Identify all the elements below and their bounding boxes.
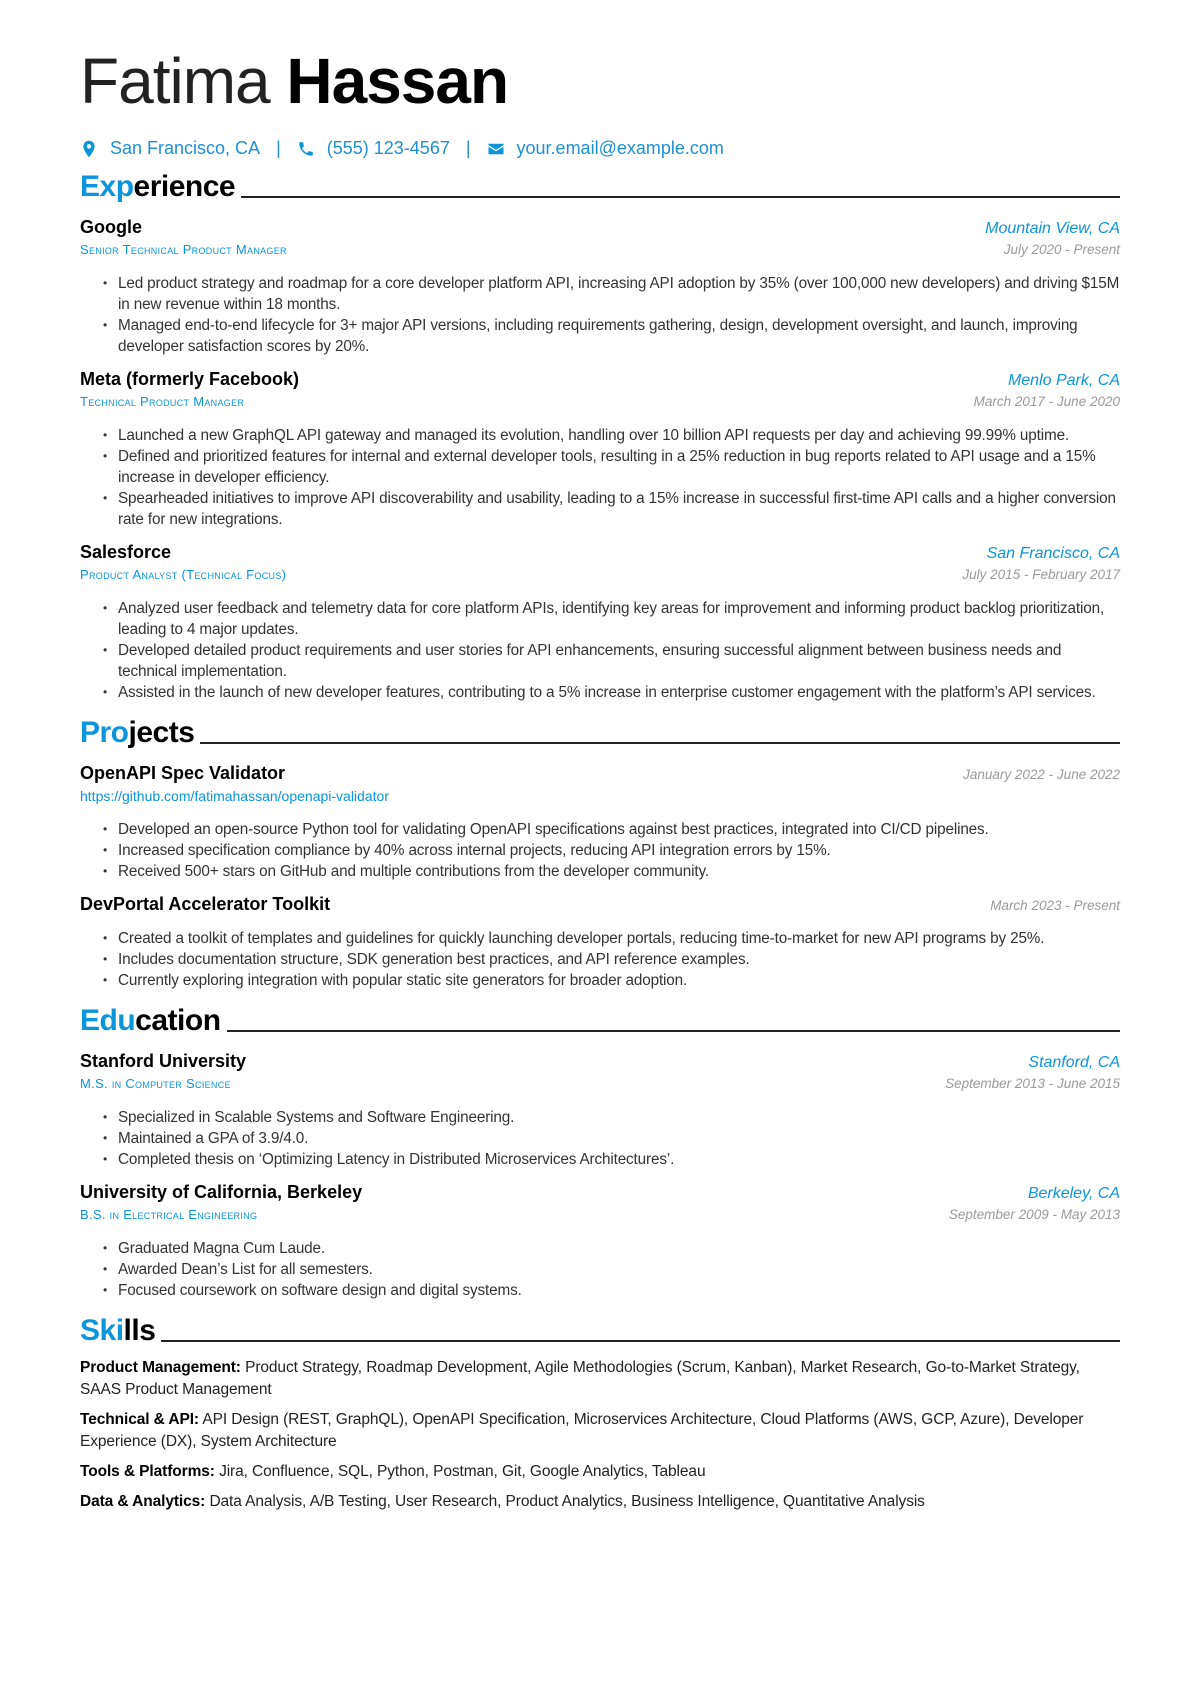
list-item: • Managed end-to-end lifecycle for 3+ major API versions, including requirements gathering, design, development oversight, and launch, improving developer satisfaction scores by 20%. bbox=[118, 315, 1120, 357]
candidate-name: Fatima Hassan bbox=[80, 45, 509, 117]
date-range: January 2022 - June 2022 bbox=[963, 767, 1120, 782]
phone[interactable]: (555) 123-4567 bbox=[326, 138, 450, 158]
entry-subheader-row bbox=[80, 1073, 1120, 1095]
role-title: Senior Technical Product Manager bbox=[80, 242, 287, 257]
skill-row bbox=[80, 1409, 1120, 1453]
organization: Google bbox=[80, 217, 142, 237]
skill-label: Tools & Platforms: bbox=[80, 1463, 215, 1480]
project-link[interactable]: https://github.com/fatimahassan/openapi-validator bbox=[80, 788, 389, 804]
entry-header-row bbox=[80, 1049, 1120, 1073]
list-item: • Graduated Magna Cum Laude. bbox=[118, 1238, 1120, 1259]
list-item: • Launched a new GraphQL API gateway and managed its evolution, handling over 10 billion API requests per day and achieving 99.99% uptime. bbox=[118, 425, 1120, 446]
list-item: • Analyzed user feedback and telemetry data for core platform APIs, identifying key areas for improvement and informing product backlog prioritization, leading to 4 major updates. bbox=[118, 598, 1120, 640]
list-item: • Developed detailed product requirements and user stories for API enhancements, ensuring successful alignment between business needs and technical implementation. bbox=[118, 640, 1120, 682]
list-item: • Received 500+ stars on GitHub and multiple contributions from the developer community. bbox=[118, 861, 1120, 882]
entry bbox=[80, 540, 1120, 703]
contact-line bbox=[80, 138, 1120, 159]
section-title: Projects bbox=[80, 716, 195, 749]
section-education bbox=[80, 1003, 1120, 1039]
skill-row bbox=[80, 1491, 1120, 1513]
role-title: M.S. in Computer Science bbox=[80, 1076, 231, 1091]
list-item: • Led product strategy and roadmap for a core developer platform API, increasing API adoption by 35% (over 100,000 new developers) and driving $15M in new revenue within 18 months. bbox=[118, 273, 1120, 315]
section-title: Education bbox=[80, 1004, 221, 1037]
entry-header-row bbox=[80, 540, 1120, 564]
separator: | bbox=[276, 138, 281, 158]
bullet-list bbox=[118, 928, 1120, 991]
location: Berkeley, CA bbox=[1027, 1185, 1120, 1202]
section-rule bbox=[227, 1030, 1120, 1032]
skill-value: Jira, Confluence, SQL, Python, Postman, Git, Google Analytics, Tableau bbox=[219, 1463, 706, 1480]
organization: Meta (formerly Facebook) bbox=[80, 369, 300, 389]
section-title: Skills bbox=[80, 1314, 156, 1347]
skill-value: API Design (REST, GraphQL), OpenAPI Specification, Microservices Architecture, Cloud Platforms (AWS, GCP, Azure), Developer Experience (DX), System Architecture bbox=[80, 1411, 1084, 1450]
list-item: • Created a toolkit of templates and guidelines for quickly launching developer portals, reducing time-to-market for new API programs by 25%. bbox=[118, 928, 1120, 949]
location: San Francisco, CA bbox=[986, 545, 1120, 562]
list-item: • Increased specification compliance by 40% across internal projects, reducing API integration errors by 15%. bbox=[118, 840, 1120, 861]
bullet-list bbox=[118, 1107, 1120, 1170]
skill-row bbox=[80, 1357, 1120, 1401]
project-entry bbox=[80, 761, 1120, 882]
location: San Francisco, CA bbox=[110, 138, 261, 158]
list-item: • Maintained a GPA of 3.9/4.0. bbox=[118, 1128, 1120, 1149]
skill-label: Technical & API: bbox=[80, 1411, 199, 1428]
list-item: • Includes documentation structure, SDK generation best practices, and API reference examples. bbox=[118, 949, 1120, 970]
date-range: September 2009 - May 2013 bbox=[948, 1207, 1120, 1222]
project-entry bbox=[80, 892, 1120, 991]
list-item: • Assisted in the launch of new developer features, contributing to a 5% increase in enterprise customer engagement with the platform’s API services. bbox=[118, 682, 1120, 703]
list-item: • Completed thesis on ‘Optimizing Latency in Distributed Microservices Architectures’. bbox=[118, 1149, 1120, 1170]
list-item: • Spearheaded initiatives to improve API discoverability and usability, leading to a 15% increase in successful first-time API calls and a higher conversion rate for new integrations. bbox=[118, 488, 1120, 530]
email-link[interactable]: your.email@example.com bbox=[516, 138, 724, 158]
section-projects bbox=[80, 715, 1120, 751]
envelope-icon bbox=[487, 140, 505, 158]
entry bbox=[80, 1049, 1120, 1170]
bullet-list bbox=[118, 819, 1120, 882]
location: Menlo Park, CA bbox=[1007, 372, 1120, 389]
organization: Stanford University bbox=[80, 1051, 247, 1071]
skill-label: Data & Analytics: bbox=[80, 1493, 206, 1510]
entry-subheader-row bbox=[80, 564, 1120, 586]
resume bbox=[80, 40, 1120, 1513]
date-range: July 2015 - February 2017 bbox=[962, 567, 1120, 582]
section-skills bbox=[80, 1313, 1120, 1349]
list-item: • Specialized in Scalable Systems and Software Engineering. bbox=[118, 1107, 1120, 1128]
phone-icon bbox=[297, 140, 315, 158]
location: Mountain View, CA bbox=[985, 220, 1120, 237]
organization: University of California, Berkeley bbox=[80, 1182, 363, 1202]
role-title: Technical Product Manager bbox=[80, 394, 245, 409]
organization: Salesforce bbox=[80, 542, 172, 562]
date-range: July 2020 - Present bbox=[1003, 242, 1120, 257]
entry-header-row bbox=[80, 367, 1120, 391]
entry bbox=[80, 1180, 1120, 1301]
entry-subheader-row bbox=[80, 1204, 1120, 1226]
date-range: September 2013 - June 2015 bbox=[945, 1076, 1120, 1091]
map-pin-icon bbox=[80, 140, 98, 158]
list-item: • Focused coursework on software design and digital systems. bbox=[118, 1280, 1120, 1301]
section-rule bbox=[200, 742, 1120, 744]
section-experience bbox=[80, 169, 1120, 205]
bullet-list bbox=[118, 273, 1120, 357]
date-range: March 2023 - Present bbox=[990, 898, 1120, 913]
skill-row bbox=[80, 1461, 1120, 1483]
list-item: • Developed an open-source Python tool for validating OpenAPI specifications against best practices, integrated into CI/CD pipelines. bbox=[118, 819, 1120, 840]
entry-subheader-row bbox=[80, 391, 1120, 413]
list-item: • Awarded Dean’s List for all semesters. bbox=[118, 1259, 1120, 1280]
date-range: March 2017 - June 2020 bbox=[973, 394, 1120, 409]
bullet-list bbox=[118, 425, 1120, 530]
skill-value: Data Analysis, A/B Testing, User Research, Product Analytics, Business Intelligence, Quantitative Analysis bbox=[209, 1493, 925, 1510]
skill-value: Product Strategy, Roadmap Development, Agile Methodologies (Scrum, Kanban), Market Research, Go-to-Market Strategy, SAAS Product Management bbox=[80, 1359, 1080, 1398]
entry-subheader-row bbox=[80, 239, 1120, 261]
list-item: • Currently exploring integration with popular static site generators for broader adoption. bbox=[118, 970, 1120, 991]
section-rule bbox=[241, 196, 1120, 198]
role-title: B.S. in Electrical Engineering bbox=[80, 1207, 258, 1222]
entry-header-row bbox=[80, 892, 1120, 916]
section-rule bbox=[161, 1340, 1120, 1342]
bullet-list bbox=[118, 1238, 1120, 1301]
location: Stanford, CA bbox=[1028, 1054, 1120, 1071]
section-title: Experience bbox=[80, 170, 236, 203]
project-name: OpenAPI Spec Validator bbox=[80, 763, 286, 783]
entry bbox=[80, 367, 1120, 530]
entry bbox=[80, 215, 1120, 357]
skill-label: Product Management: bbox=[80, 1359, 241, 1376]
separator: | bbox=[465, 138, 471, 158]
entry-header-row bbox=[80, 1180, 1120, 1204]
role-title: Product Analyst (Technical Focus) bbox=[80, 567, 287, 582]
project-name: DevPortal Accelerator Toolkit bbox=[80, 894, 331, 914]
entry-header-row bbox=[80, 215, 1120, 239]
bullet-list bbox=[118, 598, 1120, 703]
entry-header-row bbox=[80, 761, 1120, 785]
list-item: • Defined and prioritized features for internal and external developer tools, resulting in a 25% reduction in bug reports related to API usage and a 15% increase in developer efficiency. bbox=[118, 446, 1120, 488]
